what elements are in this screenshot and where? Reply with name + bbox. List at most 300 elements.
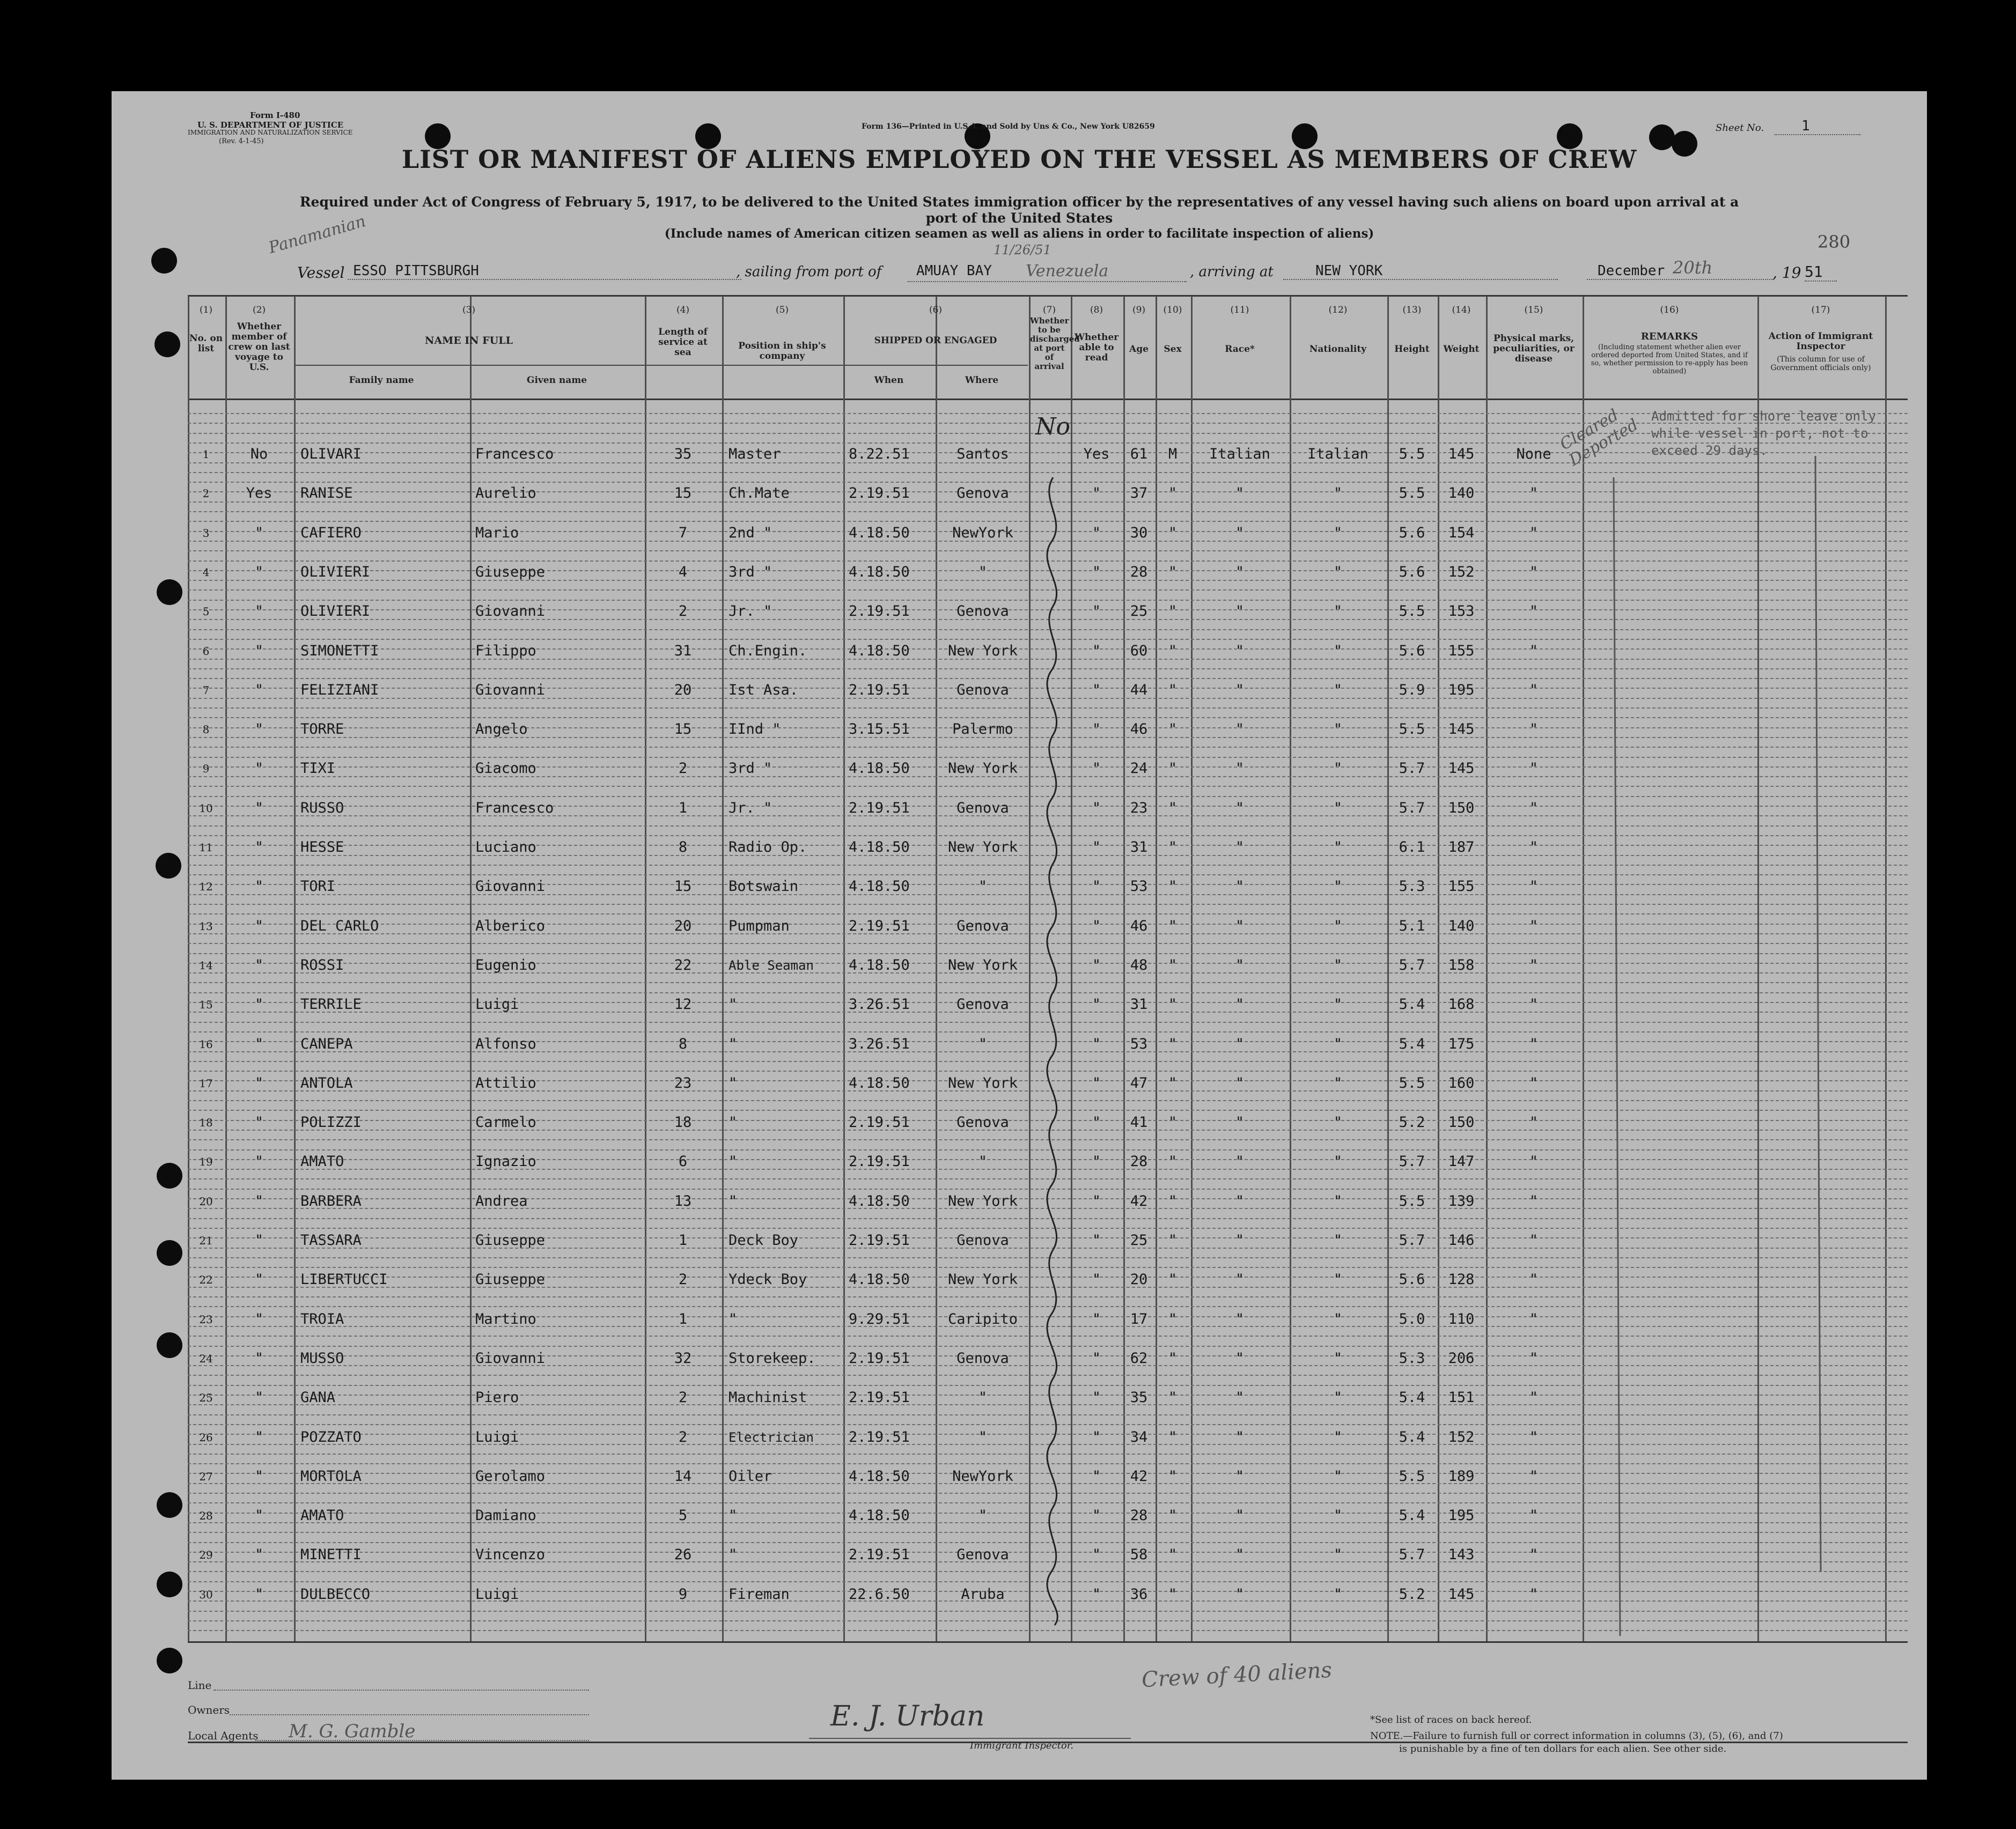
- service-years: 35: [674, 446, 692, 462]
- age: 58: [1130, 1546, 1148, 1564]
- row-number: 6: [202, 644, 210, 658]
- able-to-read: ": [1092, 681, 1101, 698]
- sex: ": [1168, 799, 1178, 816]
- remarks-stamp: Admitted for shore leave only while vessel in port, not to exceed 29 days.: [1651, 409, 1877, 458]
- physical-marks: ": [1529, 1507, 1539, 1524]
- col-header-discharge: Whether to be discharged at port of arrival: [1030, 316, 1080, 371]
- sex: ": [1168, 642, 1178, 659]
- col-header-shipped: SHIPPED OR ENGAGED: [874, 335, 997, 346]
- shipped-where: Genova: [957, 603, 1009, 620]
- last-voyage: ": [254, 1585, 264, 1603]
- nationality: ": [1333, 563, 1343, 580]
- height: 5.0: [1399, 1310, 1425, 1328]
- agents-value: M. G. Gamble: [289, 1721, 416, 1742]
- table-row: [112, 1547, 1927, 1565]
- row-number: 13: [199, 919, 213, 933]
- family-name: CANEPA: [300, 1035, 353, 1052]
- col-number: (4): [676, 305, 690, 315]
- family-name: TORRE: [300, 721, 344, 738]
- table-row: [112, 1311, 1927, 1330]
- col-header-weight: Weight: [1443, 344, 1480, 355]
- able-to-read: ": [1092, 1428, 1101, 1446]
- col-header-family: Family name: [349, 375, 414, 386]
- race: ": [1235, 1546, 1245, 1564]
- given-name: Giovanni: [475, 681, 546, 698]
- row-number: 9: [202, 762, 210, 776]
- agents-label: Local Agents: [188, 1729, 259, 1742]
- able-to-read: ": [1092, 1507, 1101, 1524]
- col-header-nationality: Nationality: [1309, 344, 1367, 355]
- sex: ": [1168, 721, 1178, 738]
- physical-marks: ": [1529, 563, 1539, 580]
- age: 31: [1130, 839, 1148, 856]
- last-voyage: ": [254, 1074, 264, 1092]
- height: 5.7: [1399, 956, 1425, 974]
- col-header-read: Whether able to read: [1074, 332, 1119, 363]
- position: ": [729, 1507, 738, 1524]
- sex: M: [1168, 446, 1178, 462]
- given-name: Angelo: [475, 721, 528, 738]
- race: ": [1235, 1310, 1245, 1328]
- nationality: ": [1333, 1428, 1343, 1446]
- nationality: ": [1333, 760, 1343, 777]
- physical-marks: ": [1529, 1035, 1539, 1052]
- nationality: ": [1333, 1192, 1343, 1210]
- service-years: 15: [674, 721, 692, 738]
- weight: 206: [1448, 1349, 1475, 1367]
- shipped-where: New York: [947, 1271, 1018, 1288]
- physical-marks: ": [1529, 760, 1539, 777]
- age: 61: [1130, 446, 1148, 462]
- age: 17: [1130, 1310, 1148, 1328]
- col-number: (8): [1090, 305, 1103, 315]
- inspector-signature: E. J. Urban: [830, 1700, 985, 1732]
- able-to-read: ": [1092, 1310, 1101, 1328]
- family-name: TROIA: [300, 1310, 344, 1328]
- nationality: ": [1333, 1114, 1343, 1131]
- last-voyage: ": [254, 1310, 264, 1328]
- shipped-when: 2.19.51: [849, 1114, 910, 1131]
- family-name: ANTOLA: [300, 1074, 353, 1092]
- col-number: (1): [199, 305, 213, 315]
- nationality: ": [1333, 721, 1343, 738]
- age: 47: [1130, 1074, 1148, 1092]
- weight: 139: [1448, 1192, 1475, 1210]
- service-years: 32: [674, 1349, 692, 1367]
- shipped-when: 4.18.50: [849, 563, 910, 580]
- page-stamp: 280: [1818, 232, 1851, 252]
- arriving-label: , arriving at: [1190, 264, 1274, 280]
- weight: 195: [1448, 681, 1475, 698]
- col-number: (6): [929, 305, 943, 315]
- fine-note: NOTE.—Failure to furnish full or correct information in columns (3), (5), (6), and (7): [1370, 1730, 1783, 1742]
- physical-marks: ": [1529, 1074, 1539, 1092]
- sheet-label: Sheet No.: [1716, 122, 1764, 134]
- given-name: Giovanni: [475, 603, 546, 620]
- family-name: RANISE: [300, 485, 353, 502]
- sailing-label: , sailing from port of: [736, 264, 882, 280]
- age: 62: [1130, 1349, 1148, 1367]
- discharge-note: No: [1035, 413, 1070, 440]
- service-years: 13: [674, 1192, 692, 1210]
- physical-marks: ": [1529, 1232, 1539, 1249]
- age: 23: [1130, 799, 1148, 816]
- service-years: 6: [678, 1153, 688, 1170]
- col-action-note: (This column for use of Government officials only): [1770, 355, 1871, 372]
- col-header-given: Given name: [526, 375, 587, 386]
- weight: 151: [1448, 1389, 1475, 1406]
- nationality: Italian: [1307, 446, 1368, 462]
- race: ": [1235, 1507, 1245, 1524]
- race: ": [1235, 1271, 1245, 1288]
- col-header-height: Height: [1394, 344, 1430, 355]
- last-voyage: ": [254, 603, 264, 620]
- service-years: 18: [674, 1114, 692, 1131]
- owners-label: Owners: [188, 1703, 230, 1716]
- height: 5.5: [1399, 446, 1425, 462]
- service-years: 20: [674, 681, 692, 698]
- physical-marks: ": [1529, 839, 1539, 856]
- nationality: ": [1333, 1271, 1343, 1288]
- height: 5.3: [1399, 878, 1425, 895]
- height: 5.2: [1399, 1114, 1425, 1131]
- row-number: 22: [199, 1273, 213, 1287]
- physical-marks: ": [1529, 1153, 1539, 1170]
- weight: 152: [1448, 563, 1475, 580]
- shipped-where: Genova: [957, 1349, 1009, 1367]
- weight: 147: [1448, 1153, 1475, 1170]
- able-to-read: ": [1092, 799, 1101, 816]
- given-name: Carmelo: [475, 1114, 536, 1131]
- given-name: Aurelio: [475, 485, 536, 502]
- able-to-read: ": [1092, 1153, 1101, 1170]
- family-name: TORI: [300, 878, 336, 895]
- sex: ": [1168, 681, 1178, 698]
- race: ": [1235, 1585, 1245, 1603]
- last-voyage: ": [254, 1389, 264, 1406]
- last-voyage: No: [250, 446, 268, 462]
- height: 5.4: [1399, 996, 1425, 1013]
- family-name: POLIZZI: [300, 1114, 362, 1131]
- shipped-when: 4.18.50: [849, 1074, 910, 1092]
- col-header-last-voyage: Whether member of crew on last voyage to U.S.: [228, 321, 290, 373]
- age: 25: [1130, 1232, 1148, 1249]
- height: 5.6: [1399, 1271, 1425, 1288]
- able-to-read: ": [1092, 839, 1101, 856]
- service-years: 1: [678, 1232, 688, 1249]
- last-voyage: ": [254, 1153, 264, 1170]
- age: 46: [1130, 721, 1148, 738]
- last-voyage: ": [254, 799, 264, 816]
- given-name: Damiano: [475, 1507, 536, 1524]
- weight: 158: [1448, 956, 1475, 974]
- nationality: ": [1333, 1232, 1343, 1249]
- sex: ": [1168, 996, 1178, 1013]
- position: Able Seaman: [729, 957, 814, 973]
- last-voyage: ": [254, 1035, 264, 1052]
- row-number: 26: [199, 1430, 213, 1444]
- last-voyage: ": [254, 956, 264, 974]
- sex: ": [1168, 563, 1178, 580]
- col-number: (9): [1132, 305, 1146, 315]
- col-number: (15): [1524, 305, 1543, 315]
- last-voyage: ": [254, 1428, 264, 1446]
- service-years: 8: [678, 839, 688, 856]
- physical-marks: ": [1529, 1428, 1539, 1446]
- given-name: Mario: [475, 524, 519, 541]
- table-row: [112, 1469, 1927, 1487]
- position: Ch.Engin.: [729, 642, 807, 659]
- weight: 143: [1448, 1546, 1475, 1564]
- family-name: HESSE: [300, 839, 344, 856]
- height: 5.4: [1399, 1389, 1425, 1406]
- height: 5.4: [1399, 1035, 1425, 1052]
- service-years: 23: [674, 1074, 692, 1092]
- nationality: ": [1333, 1467, 1343, 1485]
- shipped-when: 2.19.51: [849, 917, 910, 934]
- family-name: ROSSI: [300, 956, 344, 974]
- given-name: Ignazio: [475, 1153, 536, 1170]
- race: ": [1235, 996, 1245, 1013]
- position: ": [729, 1074, 738, 1092]
- height: 5.5: [1399, 1467, 1425, 1485]
- sex: ": [1168, 1035, 1178, 1052]
- col-header-no: No. on list: [189, 333, 223, 354]
- weight: 155: [1448, 642, 1475, 659]
- nationality: ": [1333, 799, 1343, 816]
- service-years: 2: [678, 603, 688, 620]
- shipped-where: ": [978, 1507, 988, 1524]
- height: 5.7: [1399, 799, 1425, 816]
- shipped-where: New York: [947, 642, 1018, 659]
- table-row: [112, 564, 1927, 582]
- sex: ": [1168, 760, 1178, 777]
- shipped-where: ": [978, 1428, 988, 1446]
- age: 53: [1130, 878, 1148, 895]
- nationality: ": [1333, 603, 1343, 620]
- able-to-read: ": [1092, 603, 1101, 620]
- physical-marks: ": [1529, 1546, 1539, 1564]
- physical-marks: ": [1529, 681, 1539, 698]
- row-number: 24: [199, 1352, 213, 1365]
- shipped-where: Genova: [957, 799, 1009, 816]
- table-row: [112, 1587, 1927, 1605]
- service-years: 9: [678, 1585, 688, 1603]
- row-number: 10: [199, 801, 213, 815]
- height: 5.4: [1399, 1507, 1425, 1524]
- shipped-where: ": [978, 1035, 988, 1052]
- form-title: LIST OR MANIFEST OF ALIENS EMPLOYED ON THE VESSEL AS MEMBERS OF CREW: [401, 145, 1637, 174]
- able-to-read: ": [1092, 1035, 1101, 1052]
- sex: ": [1168, 917, 1178, 934]
- physical-marks: ": [1529, 878, 1539, 895]
- physical-marks: ": [1529, 524, 1539, 541]
- able-to-read: ": [1092, 1349, 1101, 1367]
- sex: ": [1168, 839, 1178, 856]
- height: 5.7: [1399, 1546, 1425, 1564]
- given-name: Piero: [475, 1389, 519, 1406]
- physical-marks: ": [1529, 485, 1539, 502]
- nationality: ": [1333, 642, 1343, 659]
- position: Deck Boy: [729, 1232, 799, 1249]
- col-number: (12): [1328, 305, 1348, 315]
- given-name: Alfonso: [475, 1035, 536, 1052]
- table-row: [112, 918, 1927, 936]
- physical-marks: ": [1529, 956, 1539, 974]
- sex: ": [1168, 878, 1178, 895]
- sex: ": [1168, 1310, 1178, 1328]
- position: Radio Op.: [729, 839, 807, 856]
- col-number: (13): [1402, 305, 1422, 315]
- race: ": [1235, 681, 1245, 698]
- table-row: [112, 682, 1927, 700]
- age: 20: [1130, 1271, 1148, 1288]
- service-years: 1: [678, 1310, 688, 1328]
- age: 42: [1130, 1467, 1148, 1485]
- weight: 110: [1448, 1310, 1475, 1328]
- able-to-read: Yes: [1083, 446, 1110, 462]
- able-to-read: ": [1092, 721, 1101, 738]
- col-number: (14): [1452, 305, 1471, 315]
- table-row: [112, 485, 1927, 504]
- service-years: 2: [678, 760, 688, 777]
- weight: 152: [1448, 1428, 1475, 1446]
- vessel-label: Vessel: [297, 264, 345, 282]
- able-to-read: ": [1092, 563, 1101, 580]
- last-voyage: ": [254, 681, 264, 698]
- form-subtitle: Required under Act of Congress of February 5, 1917, to be delivered to the United States immigration officer by the representatives of any vessel having such aliens on board upon arrival at a: [299, 194, 1739, 210]
- race: ": [1235, 603, 1245, 620]
- family-name: MUSSO: [300, 1349, 344, 1367]
- form-subtitle: port of the United States: [925, 210, 1113, 226]
- shipped-when: 22.6.50: [849, 1585, 910, 1603]
- race: ": [1235, 1074, 1245, 1092]
- physical-marks: ": [1529, 1114, 1539, 1131]
- last-voyage: ": [254, 563, 264, 580]
- table-row: [112, 1115, 1927, 1133]
- family-name: CAFIERO: [300, 524, 362, 541]
- shipped-where: Genova: [957, 917, 1009, 934]
- physical-marks: ": [1529, 1271, 1539, 1288]
- row-number: 25: [199, 1391, 213, 1405]
- physical-marks: ": [1529, 1585, 1539, 1603]
- service-years: 2: [678, 1271, 688, 1288]
- nationality: ": [1333, 878, 1343, 895]
- physical-marks: ": [1529, 642, 1539, 659]
- sex: ": [1168, 1349, 1178, 1367]
- shipped-where: Genova: [957, 1114, 1009, 1131]
- age: 46: [1130, 917, 1148, 934]
- sex: ": [1168, 1389, 1178, 1406]
- weight: 187: [1448, 839, 1475, 856]
- nationality: ": [1333, 1349, 1343, 1367]
- crew-note: Crew of 40 aliens: [1141, 1657, 1333, 1693]
- last-voyage: ": [254, 1192, 264, 1210]
- shipped-where: Genova: [957, 485, 1009, 502]
- nationality: ": [1333, 524, 1343, 541]
- nationality: ": [1333, 485, 1343, 502]
- flag-note: Panamanian: [266, 211, 368, 258]
- last-voyage: ": [254, 1546, 264, 1564]
- physical-marks: ": [1529, 1192, 1539, 1210]
- nationality: ": [1333, 996, 1343, 1013]
- nationality: ": [1333, 1035, 1343, 1052]
- given-name: Gerolamo: [475, 1467, 546, 1485]
- able-to-read: ": [1092, 1389, 1101, 1406]
- weight: 145: [1448, 760, 1475, 777]
- form-instructions: (Include names of American citizen seamen as well as aliens in order to facilitate inspection of aliens): [664, 226, 1374, 241]
- able-to-read: ": [1092, 1467, 1101, 1485]
- last-voyage: ": [254, 996, 264, 1013]
- sex: ": [1168, 1507, 1178, 1524]
- sex: ": [1168, 524, 1178, 541]
- position: Jr. ": [729, 799, 772, 816]
- physical-marks: ": [1529, 1467, 1539, 1485]
- given-name: Luciano: [475, 839, 536, 856]
- service-years: 12: [674, 996, 692, 1013]
- nationality: ": [1333, 1310, 1343, 1328]
- sex: ": [1168, 1271, 1178, 1288]
- able-to-read: ": [1092, 524, 1101, 541]
- sex: ": [1168, 603, 1178, 620]
- race: ": [1235, 1114, 1245, 1131]
- shipped-when: 4.18.50: [849, 642, 910, 659]
- table-row: [112, 1233, 1927, 1251]
- shipped-where: New York: [947, 760, 1018, 777]
- height: 5.5: [1399, 721, 1425, 738]
- able-to-read: ": [1092, 1192, 1101, 1210]
- table-row: [112, 446, 1927, 464]
- height: 5.6: [1399, 524, 1425, 541]
- table-row: [112, 643, 1927, 661]
- given-name: Martino: [475, 1310, 536, 1328]
- weight: 140: [1448, 485, 1475, 502]
- height: 5.7: [1399, 760, 1425, 777]
- table-row: [112, 1390, 1927, 1408]
- shipped-when: 4.18.50: [849, 1507, 910, 1524]
- table-row: [112, 1075, 1927, 1094]
- age: 44: [1130, 681, 1148, 698]
- race: ": [1235, 760, 1245, 777]
- table-row: [112, 721, 1927, 740]
- nationality: ": [1333, 1585, 1343, 1603]
- family-name: TIXI: [300, 760, 336, 777]
- shipped-when: 2.19.51: [849, 1546, 910, 1564]
- shipped-when: 4.18.50: [849, 1192, 910, 1210]
- table-row: [112, 1508, 1927, 1526]
- position: IInd ": [729, 721, 781, 738]
- row-number: 29: [199, 1548, 213, 1562]
- service-years: 7: [678, 524, 688, 541]
- able-to-read: ": [1092, 485, 1101, 502]
- table-row: [112, 957, 1927, 976]
- able-to-read: ": [1092, 917, 1101, 934]
- last-voyage: ": [254, 524, 264, 541]
- row-number: 14: [199, 958, 213, 972]
- age: 28: [1130, 563, 1148, 580]
- family-name: DEL CARLO: [300, 917, 379, 934]
- col-number: (10): [1163, 305, 1182, 315]
- row-number: 18: [199, 1116, 213, 1130]
- row-number: 21: [199, 1234, 213, 1247]
- position: ": [729, 1546, 738, 1564]
- shipped-when: 8.22.51: [849, 446, 910, 462]
- last-voyage: ": [254, 917, 264, 934]
- sex: ": [1168, 1585, 1178, 1603]
- weight: 189: [1448, 1467, 1475, 1485]
- family-name: RUSSO: [300, 799, 344, 816]
- able-to-read: ": [1092, 1232, 1101, 1249]
